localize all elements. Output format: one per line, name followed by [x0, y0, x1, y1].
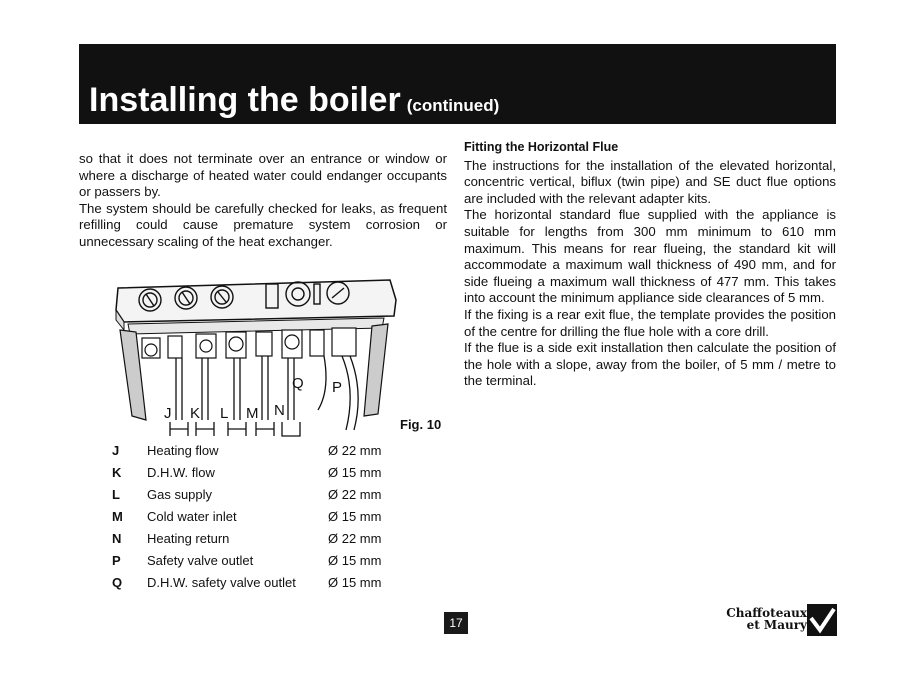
connection-legend: [112, 443, 412, 597]
legend-row: [112, 553, 412, 575]
legend-key: K: [112, 465, 122, 480]
legend-size: Ø 22 mm: [328, 443, 382, 458]
page-number: 17: [444, 612, 468, 634]
legend-size: Ø 15 mm: [328, 509, 382, 524]
logo-wordmark: [726, 607, 807, 631]
figure-letter-q: Q: [292, 375, 304, 392]
figure-letter-p: P: [332, 379, 343, 396]
brand-logo: [726, 604, 837, 638]
legend-row: [112, 531, 412, 553]
left-paragraph-1: so that it does not terminate over an entrance or window or where a discharge of heated water could endanger occupants or passers by.: [79, 151, 447, 200]
figure-letter-n: N: [274, 402, 285, 419]
page-title-main: Installing the boiler: [89, 81, 401, 119]
page-title: [89, 81, 499, 120]
legend-name: Gas supply: [147, 487, 213, 502]
legend-key: M: [112, 509, 123, 524]
legend-name: Heating flow: [147, 443, 219, 458]
logo-line-2: et Maury: [746, 618, 807, 632]
boiler-connections-diagram: [106, 270, 402, 442]
left-column-text: [79, 151, 447, 251]
legend-size: Ø 22 mm: [328, 531, 382, 546]
legend-name: Cold water inlet: [147, 509, 237, 524]
legend-size: Ø 22 mm: [328, 487, 382, 502]
legend-name: D.H.W. flow: [147, 465, 215, 480]
legend-size: Ø 15 mm: [328, 575, 382, 590]
right-paragraph-4: If the flue is a side exit installation then calculate the position of the hole with a slope, away from the boiler, of 5 mm / metre to the terminal.: [464, 340, 836, 389]
legend-key: Q: [112, 575, 123, 590]
header-banner: [79, 44, 836, 124]
check-mark-icon: [807, 604, 837, 636]
figure-letter-j: J: [164, 405, 172, 422]
legend-row: [112, 487, 412, 509]
page-title-subtitle: (continued): [406, 96, 500, 115]
logo-line-1: Chaffoteaux: [726, 606, 807, 620]
right-paragraph-2: The horizontal standard flue supplied with the appliance is suitable for lengths from 300 mm minimum to 610 mm maximum. This means for rear flueing, the standard kit will accommodate a maximum wall thickness of 490 mm, and for side flueing a maximum wall thickness of 477 mm. This takes into account the minimum appliance side clearances of 5 mm.: [464, 207, 836, 306]
legend-name: Heating return: [147, 531, 230, 546]
figure-caption: Fig. 10: [400, 417, 442, 432]
right-paragraph-1: The instructions for the installation of the elevated horizontal, concentric vertical, biflux (twin pipe) and SE duct flue options are included with the relevant adapter kits.: [464, 157, 836, 206]
figure-letter-m: M: [246, 405, 259, 422]
figure-letter-l: L: [220, 405, 229, 422]
legend-key: P: [112, 553, 121, 568]
legend-key: N: [112, 531, 122, 546]
legend-key: J: [112, 443, 120, 458]
left-paragraph-2: The system should be carefully checked for leaks, as frequent refilling could cause premature system corrosion or unnecessary scaling of the heat exchanger.: [79, 200, 447, 249]
legend-row: [112, 509, 412, 531]
legend-row: [112, 465, 412, 487]
legend-size: Ø 15 mm: [328, 465, 382, 480]
figure-letter-k: K: [190, 405, 201, 422]
right-column-text: [464, 139, 836, 390]
right-paragraph-3: If the fixing is a rear exit flue, the template provides the position of the centre for drilling the flue hole with a core drill.: [464, 306, 836, 339]
section-heading: Fitting the Horizontal Flue: [464, 140, 619, 154]
legend-size: Ø 15 mm: [328, 553, 382, 568]
legend-row: [112, 443, 412, 465]
legend-row: [112, 575, 412, 597]
legend-key: L: [112, 487, 120, 502]
legend-name: D.H.W. safety valve outlet: [147, 575, 296, 590]
legend-name: Safety valve outlet: [147, 553, 254, 568]
